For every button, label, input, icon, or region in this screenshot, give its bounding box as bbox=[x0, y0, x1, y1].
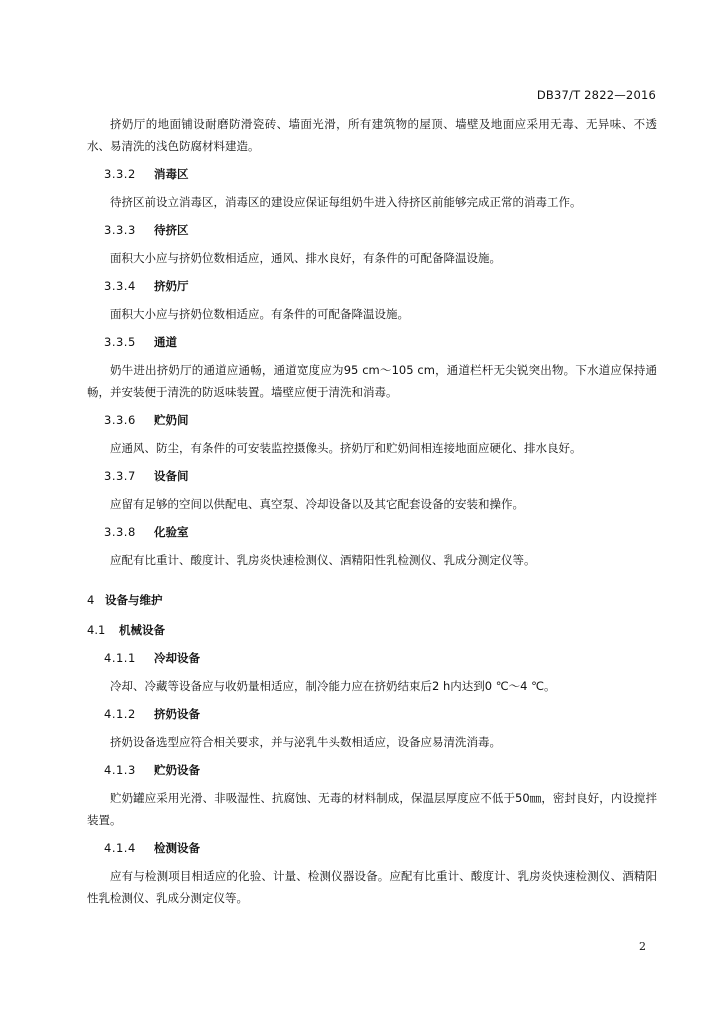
clause-heading bbox=[87, 703, 657, 725]
clause-title: 设备间 bbox=[154, 469, 189, 483]
paragraph: 应配有比重计、酸度计、乳房炎快速检测仪、酒精阳性乳检测仪、乳成分测定仪等。 bbox=[110, 553, 536, 567]
section-title: 设备与维护 bbox=[105, 593, 163, 607]
paragraph: 冷却、冷藏等设备应与收奶量相适应，制冷能力应在挤奶结束后2 h内达到0 ℃～4 ℃。 bbox=[110, 679, 556, 693]
clause-heading bbox=[87, 647, 657, 669]
document-body bbox=[87, 113, 657, 915]
section-number: 4 bbox=[87, 593, 95, 607]
clause-number: 4.1.1 bbox=[104, 651, 136, 665]
clause-number: 4.1.2 bbox=[104, 707, 136, 721]
paragraph: 应留有足够的空间以供配电、真空泵、冷却设备以及其它配套设备的安装和操作。 bbox=[110, 497, 524, 511]
clause-title: 通道 bbox=[154, 335, 177, 349]
clause-number: 3.3.6 bbox=[104, 413, 136, 427]
subsection-number: 4.1 bbox=[87, 623, 106, 637]
clause-title: 化验室 bbox=[154, 525, 189, 539]
paragraph: 面积大小应与挤奶位数相适应。有条件的可配备降温设施。 bbox=[110, 307, 409, 321]
clause-number: 3.3.4 bbox=[104, 279, 136, 293]
clause-number: 3.3.5 bbox=[104, 335, 136, 349]
clause-number: 4.1.3 bbox=[104, 763, 136, 777]
clause-number: 3.3.3 bbox=[104, 223, 136, 237]
clause-number: 3.3.7 bbox=[104, 469, 136, 483]
clause-title: 贮奶设备 bbox=[154, 763, 200, 777]
clause-title: 挤奶设备 bbox=[154, 707, 200, 721]
section-heading bbox=[87, 589, 657, 611]
clause-title: 消毒区 bbox=[154, 167, 189, 181]
clause-title: 冷却设备 bbox=[154, 651, 200, 665]
clause-number: 3.3.2 bbox=[104, 167, 136, 181]
subsection-title: 机械设备 bbox=[119, 623, 165, 637]
paragraph: 应通风、防尘，有条件的可安装监控摄像头。挤奶厅和贮奶间相连接地面应硬化、排水良好。 bbox=[110, 441, 582, 455]
paragraph: 挤奶设备选型应符合相关要求，并与泌乳牛头数相适应，设备应易清洗消毒。 bbox=[110, 735, 501, 749]
clause-heading bbox=[87, 275, 657, 297]
paragraph: 待挤区前设立消毒区，消毒区的建设应保证每组奶牛进入待挤区前能够完成正常的消毒工作。 bbox=[110, 195, 582, 209]
page-number: 2 bbox=[639, 940, 646, 953]
paragraph: 应有与检测项目相适应的化验、计量、检测仪器设备。应配有比重计、酸度计、乳房炎快速检测仪、酒精阳性乳检测仪、乳成分测定仪等。 bbox=[87, 869, 657, 905]
clause-heading bbox=[87, 163, 657, 185]
clause-title: 贮奶间 bbox=[154, 413, 189, 427]
clause-heading bbox=[87, 409, 657, 431]
clause-title: 检测设备 bbox=[154, 841, 200, 855]
clause-heading bbox=[87, 837, 657, 859]
subsection-heading bbox=[87, 619, 657, 641]
paragraph: 贮奶罐应采用光滑、非吸湿性、抗腐蚀、无毒的材料制成，保温层厚度应不低于50㎜，密封良好，内设搅拌装置。 bbox=[87, 791, 657, 827]
clause-number: 4.1.4 bbox=[104, 841, 136, 855]
clause-title: 挤奶厅 bbox=[154, 279, 189, 293]
paragraph: 奶牛进出挤奶厅的通道应通畅，通道宽度应为95 cm～105 cm，通道栏杆无尖锐突出物。下水道应保持通畅，并安装便于清洗的防返味装置。墙壁应便于清洗和消毒。 bbox=[87, 363, 657, 399]
clause-heading bbox=[87, 521, 657, 543]
paragraph: 挤奶厅的地面铺设耐磨防滑瓷砖、墙面光滑，所有建筑物的屋顶、墙壁及地面应采用无毒、无异味、不透水、易清洗的浅色防腐材料建造。 bbox=[87, 117, 657, 153]
clause-heading bbox=[87, 219, 657, 241]
clause-number: 3.3.8 bbox=[104, 525, 136, 539]
clause-heading bbox=[87, 331, 657, 353]
clause-heading bbox=[87, 465, 657, 487]
document-code: DB37/T 2822—2016 bbox=[536, 88, 656, 102]
clause-title: 待挤区 bbox=[154, 223, 189, 237]
clause-heading bbox=[87, 759, 657, 781]
paragraph: 面积大小应与挤奶位数相适应，通风、排水良好，有条件的可配备降温设施。 bbox=[110, 251, 501, 265]
